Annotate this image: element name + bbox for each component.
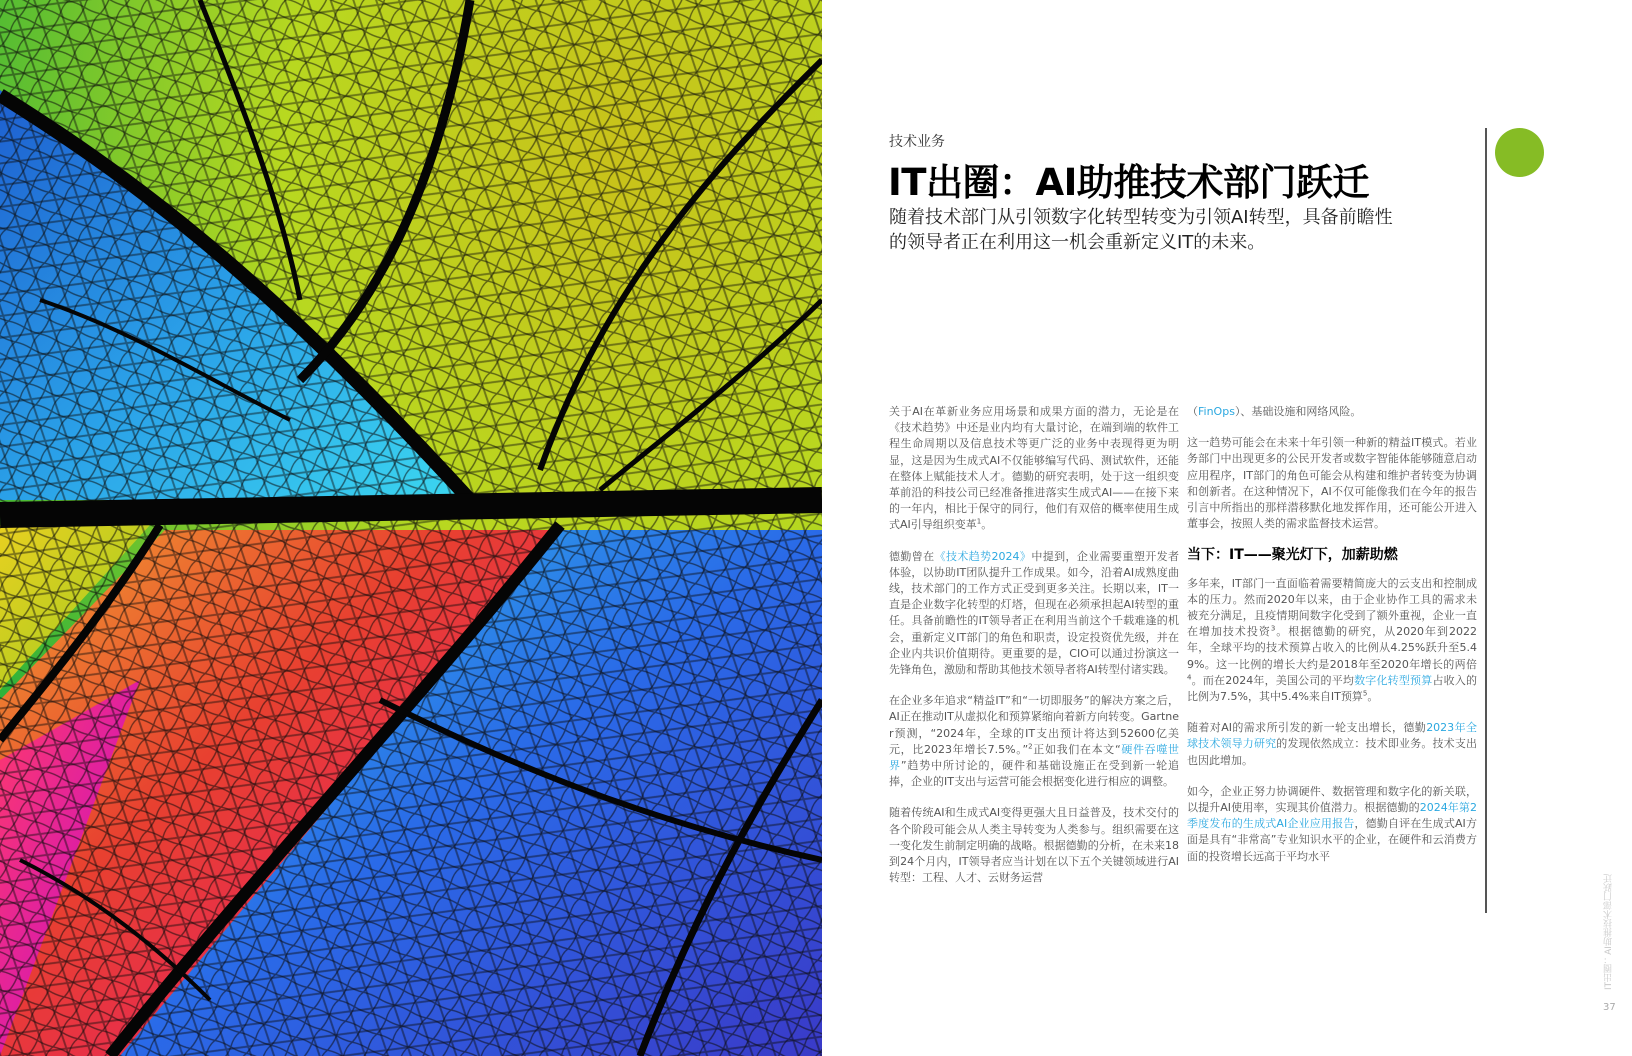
section-heading: 当下：IT——聚光灯下，加薪助燃 [1187, 547, 1398, 564]
page-number: 37 [1603, 1002, 1616, 1013]
paragraph: 在企业多年追求“精益IT”和“一切即服务”的解决方案之后，AI正在推动IT从虚拟化和预算紧缩向着新方向转变。Gartner预测，“2024年，全球的IT支出预计将达到52600亿美元，比2023年增长7.5%。”$^2$正如我们在本文“硬件吞噬世界”趋势中所讨论的，硬件和基础设施正在受到新一轮追捧，企业的IT支出与运营可能会根据变化进行相应的调整。 [889, 694, 1179, 789]
link-tech-trends-2024[interactable]: 《技术趋势2024》 [934, 549, 1032, 563]
text-column-1 [889, 404, 1179, 919]
link-tech-leadership-study[interactable]: 2023年全球技术领导力研究 [1187, 721, 1477, 751]
text-column-2 [1187, 404, 1477, 919]
page-title: IT出圈：AI助推技术部门跃迁 [888, 161, 1369, 204]
paragraph: 这一趋势可能会在未来十年引领一种新的精益IT模式。若业务部门中出现更多的公民开发者或数字智能体能够随意启动应用程序，IT部门的角色可能会从构建和维护者转变为协调和创新者。在这种情况下，AI不仅可能像我们在今年的报告引言中所指出的那样潜移默化地发挥作用，还可能公开进入董事会，按照人类的需求监督技术运营。 [1187, 436, 1477, 531]
paragraph: 关于AI在革新业务应用场景和成果方面的潜力，无论是在《技术趋势》中还是业内均有大量讨论，在端到端的软件工程生命周期以及信息技术等更广泛的业务中表现得更为明显，这是因为生成式AI不仅能够编写代码、测试软件，还能在整体上赋能技术人才。德勤的研究表明，处于这一组织变革前沿的科技公司已经准备推进落实生成式AI——在接下来的一年内，相比于保守的同行，他们有双倍的概率使用生成式AI引导组织变革$^1$。 [889, 405, 1179, 532]
paragraph: 随着对AI的需求所引发的新一轮支出增长，德勤2023年全球技术领导力研究的发现依然成立：技术即业务。技术支出也因此增加。 [1187, 721, 1477, 767]
paragraph: 如今，企业正努力协调硬件、数据管理和数字化的新关联，以提升AI使用率，实现其价值潜力。根据德勤的2024年第2季度发布的生成式AI企业应用报告，德勤自评在生成式AI方面是具有“非常高”专业知识水平的企业，在硬件和云消费方面的投资增长远高于平均水平 [1187, 784, 1477, 863]
paragraph: （FinOps）、基础设施和网络风险。 [1187, 405, 1362, 418]
link-hardware-eats-world[interactable]: 硬件吞噬世界 [889, 742, 1179, 773]
green-dot-icon [1495, 128, 1544, 177]
vertical-divider [1485, 128, 1487, 913]
running-header-vertical: IT出圈：AI助推技术部门跃迁 [1604, 874, 1614, 990]
paragraph: 多年来，IT部门一直面临着需要精简庞大的云支出和控制成本的压力。然而2020年以来，由于企业协作工具的需求未被充分满足，且疫情期间数字化受到了额外重视，企业一直在增加技术投资$^3$。根据德勤的研究，从2020年到2022年，全球平均的技术预算占收入的比例从4.25%跃升至5.49%。这一比例的增长大约是2018年至2020年增长的两倍$^4$。而在2024年，美国公司的平均数字化转型预算占收入的比例为7.5%，其中5.4%来自IT预算$^5$。 [1187, 576, 1477, 704]
link-finops[interactable]: FinOps [1198, 405, 1235, 418]
article-page [822, 0, 1632, 1056]
paragraph: 德勤曾在《技术趋势2024》中提到，企业需要重塑开发者体验，以协助IT团队提升工作成果。如今，沿着AI成熟度曲线，技术部门的工作方式正受到更多关注。长期以来，IT一直是企业数字化转型的灯塔，但现在必须承担起AI转型的重任。具备前瞻性的IT领导者正在利用当前这个千载难逢的机会，重新定义IT部门的角色和职责，设定投资优先级，并在企业内共识价值期待。更重要的是，CIO可以通过扮演这一先锋角色，激励和帮助其他技术领导者将AI转型付诸实践。 [889, 549, 1179, 677]
section-category: 技术业务 [889, 134, 945, 150]
link-genai-enterprise-report[interactable]: 2024年第2季度发布的生成式AI企业应用报告 [1187, 801, 1477, 831]
link-digital-transformation-budget[interactable]: 数字化转型预算 [1354, 673, 1433, 687]
page-subtitle: 随着技术部门从引领数字化转型转变为引领AI转型，具备前瞻性的领导者正在利用这一机会重新定义IT的未来。 [889, 207, 1393, 253]
paragraph: 随着传统AI和生成式AI变得更强大且日益普及，技术交付的各个阶段可能会从人类主导转变为人类参与。组织需要在这一变化发生前制定明确的战略。根据德勤的分析，在未来18到24个月内，IT领导者应当计划在以下五个关键领域进行AI转型：工程、人才、云财务运营 [889, 806, 1179, 885]
